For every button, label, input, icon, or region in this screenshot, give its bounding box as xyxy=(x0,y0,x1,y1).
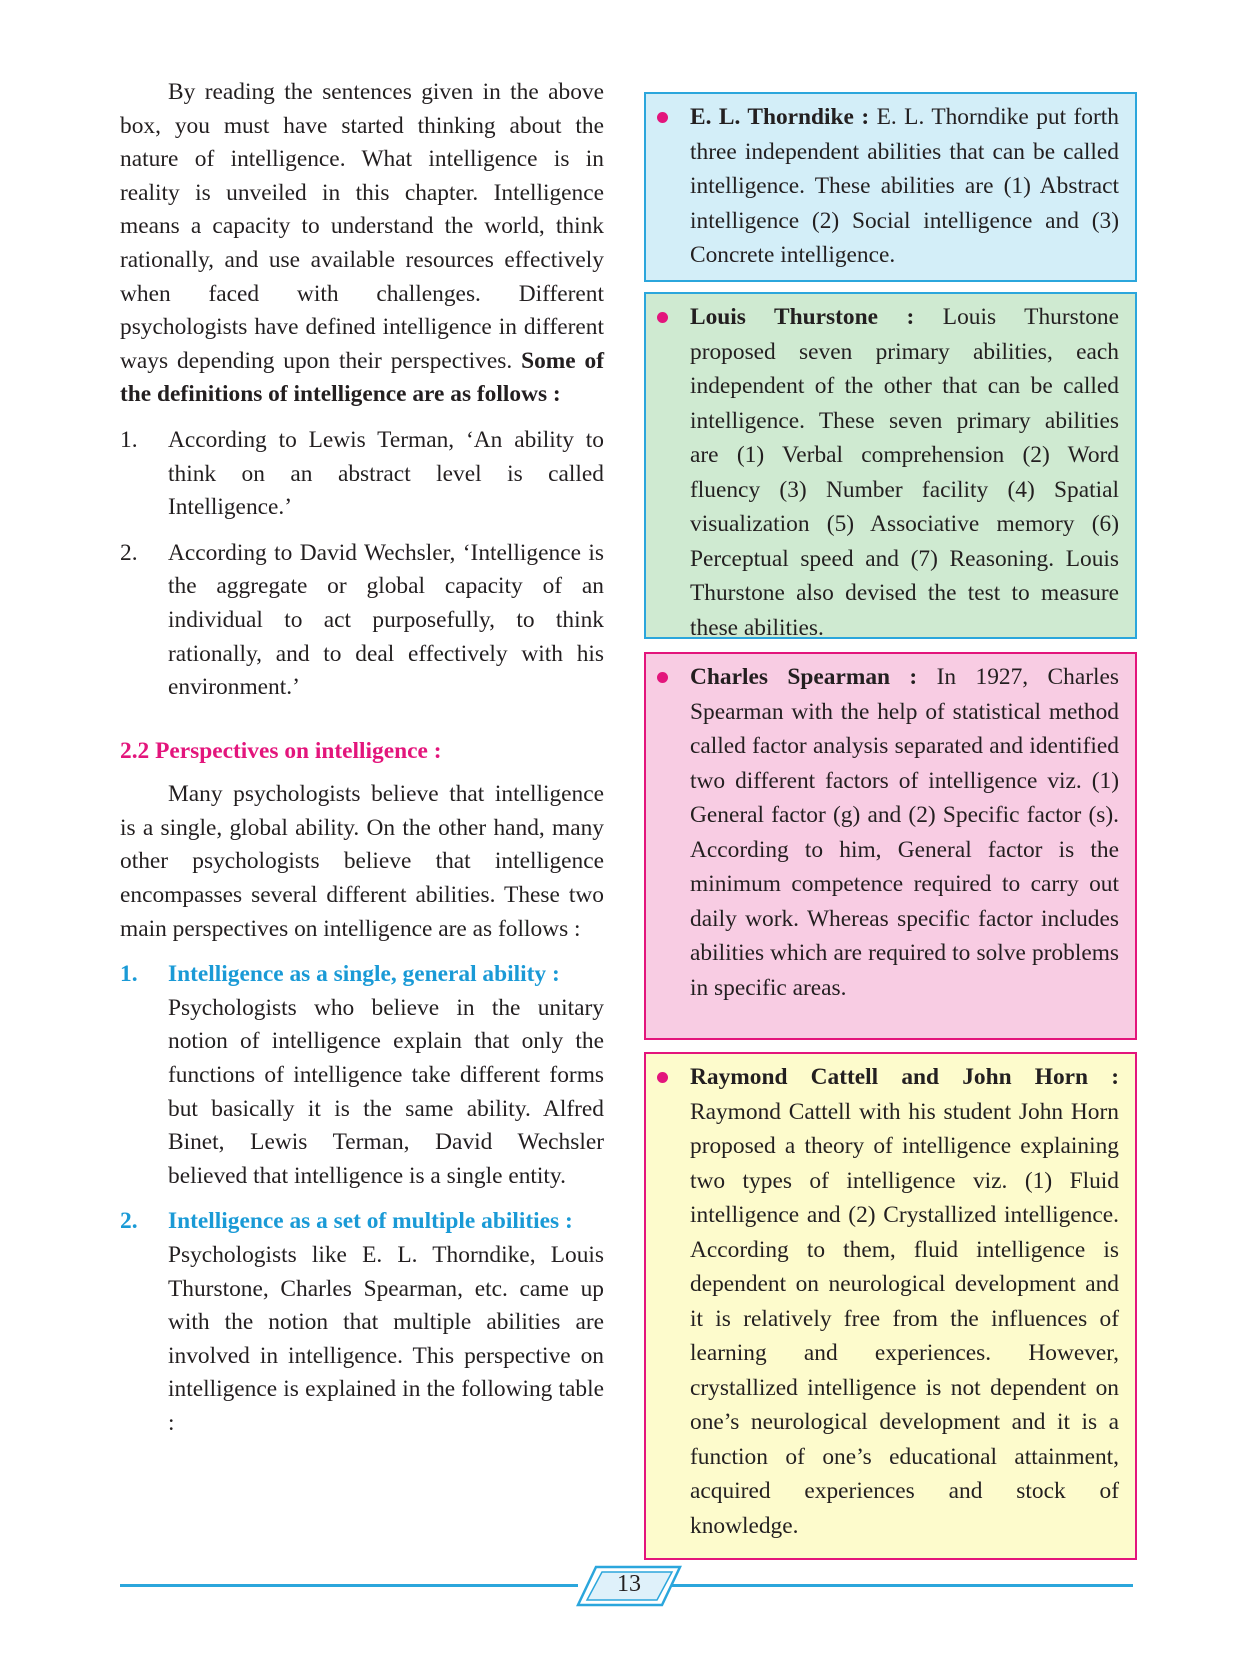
perspective-body xyxy=(168,1205,604,1440)
definition-item-1 xyxy=(120,424,604,525)
perspective-title: Intelligence as a single, general ability : xyxy=(168,961,560,988)
intro-bold-text: Some of the definitions of intelligence are as follows : xyxy=(120,347,605,408)
theory-text: E. L. Thorndike put forth three independent abilities that can be called intelligence. These abilities are (1) Abstract intelligence (2) Social intelligence and (3) Concrete intelligence. xyxy=(690,104,1119,268)
theory-text: In 1927, Charles Spearman with the help of statistical method called factor analysis separated and identified two different factors of intelligence viz. (1) General factor (g) and (2) Specific factor (s). According to him, General factor is the minimum competence required to carry out daily work. Whereas specific factor includes abilities which are required to solve problems in specific areas. xyxy=(690,664,1119,1001)
perspectives-paragraph: Many psychologists believe that intelligence is a single, global ability. On the other hand, many other psychologists believe that intelligence encompasses several different abilities. These two main perspectives on intelligence are as follows : xyxy=(120,781,604,942)
definition-number: 2. xyxy=(120,539,138,566)
theory-text: Raymond Cattell with his student John Horn proposed a theory of intelligence explaining two types of intelligence viz. (1) Fluid intelligence and (2) Crystallized intelligence. According to them, fluid intelligence is dependent on neurological development and it is relatively free from the influences of learning and experiences. However, crystallized intelligence is not dependent on one’s neurological development and it is a function of one’s educational attainment, acquired experiences and stock of knowledge. xyxy=(690,1098,1119,1539)
cattell-horn-box xyxy=(644,1052,1137,1560)
intro-paragraph xyxy=(120,76,604,412)
theorist-name: Raymond Cattell and John Horn : xyxy=(690,1064,1119,1090)
bullet-icon xyxy=(657,312,668,323)
thurstone-box xyxy=(644,292,1137,639)
theorist-name: Louis Thurstone : xyxy=(690,304,915,330)
left-column xyxy=(120,76,604,1441)
section-heading: 2.2 Perspectives on intelligence : xyxy=(120,737,442,764)
definition-text: According to David Wechsler, ‘Intelligence is the aggregate or global capacity of an individual to act purposefully, to think rationally, and to deal effectively with his environment.’ xyxy=(168,539,604,701)
perspective-item-2 xyxy=(120,1205,604,1440)
theory-text: Louis Thurstone proposed seven primary abilities, each independent of the other that can be called intelligence. These seven primary abilities are (1) Verbal comprehension (2) Word fluency (3) Number facility (4) Spatial visualization (5) Associative memory (6) Perceptual speed and (7) Reasoning. Louis Thurstone also devised the test to measure these abilities. xyxy=(690,304,1119,641)
theorist-name: Charles Spearman : xyxy=(690,664,918,690)
spearman-box xyxy=(644,652,1137,1040)
intro-text: By reading the sentences given in the above box, you must have started thinking about the nature of intelligence. What intelligence is in reality is unveiled in this chapter. Intelligence means a capacity to understand the world, think rationally, and use available resources effectively when faced with challenges. Different psychologists have defined intelligence in different ways depending upon their perspectives. xyxy=(120,79,604,374)
perspective-text: Psychologists like E. L. Thorndike, Louis Thurstone, Charles Spearman, etc. came up with the notion that multiple abilities are involved in intelligence. This perspective on intelligence is explained in the following table : xyxy=(168,1242,604,1436)
definition-text: According to Lewis Terman, ‘An ability to think on an abstract level is called Intelligence.’ xyxy=(168,426,604,521)
perspective-item-1 xyxy=(120,958,604,1193)
footer-rule-right xyxy=(664,1584,1133,1587)
theorist-name: E. L. Thorndike : xyxy=(690,104,870,130)
bullet-icon xyxy=(657,672,668,683)
definition-item-2 xyxy=(120,537,604,705)
page-number: 13 xyxy=(617,1571,641,1597)
thorndike-box xyxy=(644,92,1137,282)
definition-number: 1. xyxy=(120,426,138,453)
bullet-icon xyxy=(657,112,668,123)
perspective-body xyxy=(168,958,604,1193)
bullet-icon xyxy=(657,1072,668,1083)
perspective-number: 2. xyxy=(120,1208,138,1235)
perspective-title: Intelligence as a set of multiple abilities : xyxy=(168,1208,573,1235)
perspective-text: Psychologists who believe in the unitary notion of intelligence explain that only the functions of intelligence take different forms but basically it is the same ability. Alfred Binet, Lewis Terman, David Wechsler believed that intelligence is a single entity. xyxy=(168,994,604,1189)
footer-rule-left xyxy=(120,1584,578,1587)
perspective-number: 1. xyxy=(120,961,138,988)
